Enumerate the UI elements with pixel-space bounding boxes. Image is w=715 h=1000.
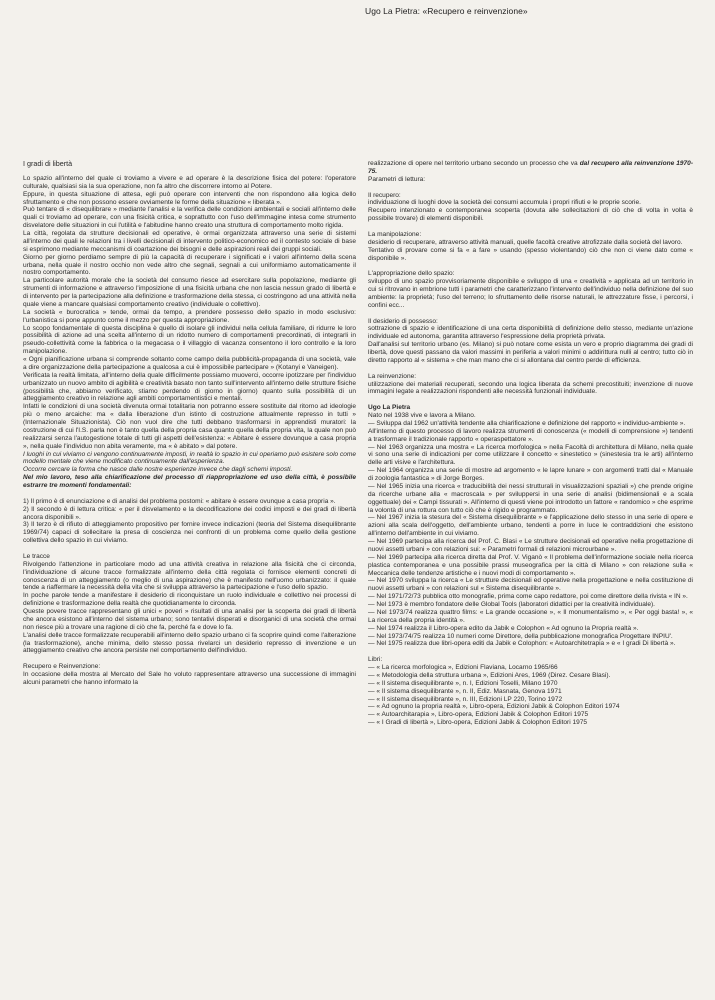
- paragraph: [368, 160, 693, 176]
- book-item: — « Il sistema disequilibrante », n. III, Edizioni LP 220, Torino 1972: [368, 695, 563, 703]
- bio-item: — Nel 1973/74/75 realizza 10 numeri come Direttore, della pubblicazione monografica Progettare INPIU'.: [368, 632, 673, 640]
- book-item: — « La ricerca morfologica », Edizioni Flaviana, Locarno 1965/66: [368, 664, 558, 672]
- paragraph: utilizzazione dei materiali recuperati, secondo una logica liberata da schemi precostituiti; invenzione di nuove immagini legate a realizzazioni rispondenti alle necessità funzionali individuate.: [368, 380, 693, 396]
- bio-item: — Nel 1969 partecipa alla ricerca del Prof. C. Blasi « Le strutture decisionali ed operative nella progettazione di nuovi assetti urbani » con relazioni sui: « Parametri formali di relazioni microurbane ».: [368, 538, 693, 553]
- left-column: [23, 160, 356, 687]
- book-item: — « Autoarchitarapia », Libro-opera, Edizioni Jabik & Colophon Editori 1975: [368, 711, 589, 719]
- bio-item: — Nel 1970 sviluppa la ricerca « Le strutture decisionali ed operative nella progettazione e nella costituzione di nuovi assetti urbani » con relazioni sul « Sistema disequilibrante ».: [368, 577, 693, 593]
- paragraph: Verificata la realtà limitata, all'interno della quale difficilmente possiamo muoverci, occorre ipotizzare per l'individuo urbanizzato un nuovo ambito di agibilità e creatività basato non tanto sull'intervento all'interno delle strutture fisiche (possibilità che, abbiamo verificato, stiamo perdendo di giorno in giorno) quanto sulla possibilità di un atteggiamento creativo in relazione agli ambiti comportamentistici e mentali.: [23, 371, 356, 403]
- paragraph: La città, regolata da strutture decisionali ed operative, è ormai organizzata attraverso una serie di sistemi all'interno dei quali le relazioni tra i livelli decisionali di intervento politico-economico ed il contesto sociale di base si esprimono mediante meccanismi di coartazione dei bisogni e delle aspirazioni reali dei gruppi sociali.: [23, 230, 356, 253]
- paragraph: individuazione di luoghi dove la società dei consumi accumula i propri rifiuti e le proprie scorie.: [368, 199, 641, 207]
- bio-item: All'interno di questo processo di lavoro realizza strumenti di conoscenza (« modelli di comprensione ») tendenti a trasformare il tradizionale rapporto « operaspettatore ».: [368, 427, 693, 443]
- section-heading: Le tracce: [23, 552, 50, 560]
- paragraph: Occorre cercare la forma che nasce dalle nostre esperienze invece che dagli schemi imposti.: [23, 466, 293, 474]
- bio-item: — Nel 1965 inizia una ricerca « traducibilità dei nessi strutturali in visualizzazioni spaziali ») che prende origine da ricerche urbane alla « macroscala » per sviluppersi in una serie di analisi (bidimensionali e a scala oggettuale) dei « Campi tissurati ». All'interno di questi viene poi introdotto un fattore « randomico » che esprime la volontà di una rottura con tutto ciò che è rigido e programmato.: [368, 482, 693, 514]
- paragraph: Lo scopo fondamentale di questa disciplina è quello di isolare gli individui nella cellula familiare, di ridurre le loro possibilità di azione ad una scelta all'interno di un ridotto numero di comportamenti precordinati, di integrarli in pseudo-collettività come la fabbrica o la megacasa o il villaggio di vacanza consentono il loro controllo e la loro manipolazione.: [23, 324, 356, 356]
- bio-item: — Nel 1971/72/73 pubblica otto monografie, prima come capo redattore, poi come direttore della rivista « IN ».: [368, 593, 688, 601]
- article-title: I gradi di libertà: [23, 159, 73, 168]
- book-item: — « Ad ognuno la propria realtà », Libro-opera, Edizioni Jabik & Colophon Editori 1974: [368, 703, 620, 711]
- bio-item: — Nel 1973 è membro fondatore delle Global Tools (laboratori didattici per la creatività individuale).: [368, 601, 656, 609]
- point-item: 3) Il terzo è di rifiuto di atteggiamento propositivo per fornire invece indicazioni (teoria del Sistema disequilibrante 1969/74) capaci di sollecitare la presa di coscienza nei confronti di un problema come quello della gestione collettiva dello spazio in cui viviamo.: [23, 521, 356, 545]
- bio-item: — Nel 1967 inizia la stesura del « Sistema disequilibrante » e l'applicazione dello stesso in una serie di opere e azioni alla scala dell'oggetto, dell'ambiente urbano, tendenti a porre in luce le contraddizioni che esistono all'interno dell'ambiente in cui viviamo.: [368, 514, 693, 538]
- section-heading: La manipolazione:: [368, 230, 422, 238]
- section-heading: L'appropriazione dello spazio:: [368, 270, 455, 278]
- books-heading: Libri:: [368, 656, 383, 664]
- paragraph: Infatti le condizioni di una società divenuta ormai totalitaria non potranno essere sostituite dal ritorno ad ideologie più o meno arcaiche: ma « dalla liberazione d'un istinto di costruzione attualmente represso in tutti » (Internazionale Situazionista). Ciò non vuol dire che tutti debbano trasformarsi in apprendisti muratori: la costruzione di cui l'I.S. parla non è tanto quella della propria casa quanto quella della propria vita, la quale non può realizzarsi senza l'autogestione totale di tutti gli aspetti dell'esistenza: « Abitare è essere dovunque a casa propria », nella quale l'individuo non abita veramente, ma « è abitato » dal potere.: [23, 403, 356, 450]
- section-heading: Recupero e Reinvenzione:: [23, 663, 101, 671]
- paragraph: La società « burocratica » tende, ormai da tempo, a prendere possesso dello spazio in modo esclusivo: l'urbanistica si pone appunto come il mezzo per questa appropriazione.: [23, 308, 356, 324]
- book-item: — « I Gradi di libertà », Libro-opera, Edizioni Jabik & Colophon Editori 1975: [368, 719, 588, 727]
- paragraph: sottrazione di spazio e identificazione di una certa disponibilità di definizione dello stesso, mediante un'azione individuale ed autonoma, garantita attraverso l'espressione della proprietà privata.: [368, 325, 693, 341]
- paragraph: Eppure, in questa situazione di attesa, egli può operare con interventi che non rispondono alla logica dello sfruttamento e che non possono essere ovviamente le forme della situazione « liberata ».: [23, 190, 356, 206]
- intro-text: realizzazione di opere nel territorio urbano secondo un processo che va: [368, 160, 580, 167]
- paragraph: L'analisi delle tracce formalizzate recuperabili all'interno dello spazio urbano ci fa scoprire quindi come l'alterazione (la trasformazione), anche minima, dello stesso possa rivelarci un desiderio represso di invenzione e un atteggiamento creativo che ancora persiste nel comportamento dell'individuo.: [23, 631, 356, 655]
- paragraph: Recupero intenzionato e contemporanea scoperta (dovuta alle sollecitazioni di ciò che di volta in volta è possibile trovare) di elementi disponibili.: [368, 207, 693, 223]
- bio-item: — Nel 1963 organizza una mostra « La ricerca morfologica » nella Facoltà di architettura di Milano, nella quale vi sono una serie di indicazioni per come utilizzare il concetto « sinestetico » (sinestesia tra le arti) all'interno delle arti visive e l'architettura.: [368, 443, 693, 467]
- paragraph: Può tentare di « disequilibrare » mediante l'analisi e la verifica delle condizioni ambientali e sociali all'interno delle quali ci troviamo ad operare, con una fisicità critica, e soprattutto con l'uso dell'immagine intesa come strumento disvelatore delle situazioni in cui l'utilità e l'abitudine hanno creato una struttura di comportamento molto rigida.: [23, 206, 356, 230]
- section-heading: Il desiderio di possesso:: [368, 317, 438, 325]
- bio-item: — Nel 1975 realizza due libri-opera editi da Jabik e Colophon: « Autoarchitetrapia » e « I gradi Di libertà ».: [368, 640, 676, 648]
- bio-item: — Nel 1969 partecipa alla ricerca diretta dal Prof. V. Viganò « Il problema dell'informazione sociale nella ricerca plastica contemporanea e una possibile prassi museografica per la città di Milano » con relazione sulla « Meccanica delle tendenze artistiche e i nuovi modi di comportamento ».: [368, 553, 693, 577]
- paragraph: Giorno per giorno perdiamo sempre di più la capacità di recuperare i significati e i valori all'interno della scena urbana, nella quale il nostro occhio non vede altro che segnali, segnali a cui uniformiamo automaticamente il nostro comportamento.: [23, 253, 356, 277]
- paragraph: « Ogni pianificazione urbana si comprende soltanto come campo della pubblicità-propaganda di una società, vale a dire organizzazione della partecipazione a qualcosa a cui è impossibile partecipare » (Kotanyi e Vaneigen).: [23, 356, 356, 371]
- paragraph: Dall'analisi sul territorio urbano (es. Milano) si può notare come esista un vero e proprio diagramma dei gradi di libertà, dove questi passano da valori massimi in periferia a valori minimi o addirittura nulli al centro; tutto ciò in diretto rapporto al « sistema » che man mano che ci si allontana dal centro perde di efficienza.: [368, 341, 693, 364]
- paragraph: La particolare autorità morale che la società del consumo riesce ad esercitare sulla popolazione, mediante gli strumenti di informazione e attraverso l'imposizione di una fisicità urbana che non lascia nessun grado di libertà e di intervento per la partecipazione alla definizione e trasformazione della stessa, ci costringono ad una attività nella quale viene a mancare qualsiasi comportamento creativo (individuale o collettivo).: [23, 277, 356, 308]
- bio-item: — Nel 1964 organizza una serie di mostre ad argomento « le lapre lunare » con argomenti tratti dal « Manuale di zoologia fantastica » di Jorge Borges.: [368, 467, 693, 483]
- book-item: — « Il sistema disequilibrante », n. II, Ediz. Masnata, Genova 1971: [368, 687, 562, 695]
- bio-item: — Nel 1973/74 realizza quattro films: « La grande occasione », « Il monumentalismo », « Per oggi basta! », « La ricerca della propria identità ».: [368, 608, 693, 624]
- paragraph: Tentativo di provare come si fa « a fare » usando (spesso violentando) ciò che non ci viene dato come « disponibile ».: [368, 246, 693, 262]
- paragraph: sviluppo di uno spazio provvisoriamente disponibile e sviluppo di una « creatività » applicata ad un territorio in cui si ritrovano in embrione tutti i parametri che caratterizzano l'intervento dell'individuo nella definizione del suo ambiente: la proprietà; l'uso del terreno; lo sfruttamento delle risorse naturali, le attrezzature fisse, i percorsi, i confini ecc...: [368, 278, 693, 309]
- bio-name: Ugo La Pietra: [368, 404, 411, 412]
- book-item: — « Metodologia della struttura urbana », Edizioni Ares, 1969 (Direz. Cesare Blasi).: [368, 671, 611, 679]
- running-head: Ugo La Pietra: «Recupero e reinvenzione»: [365, 6, 528, 16]
- paragraph: desiderio di recuperare, attraverso attività manuali, quelle facoltà creative atrofizzate dalla società del lavoro.: [368, 238, 683, 246]
- book-item: — « Il sistema disequilibrante », n. I, Edizioni Toselli, Milano 1970: [368, 679, 558, 687]
- paragraph: In poche parole tende a manifestare il desiderio di riconquistare un ruolo individuale e collettivo nei processi di definizione e trasformazione della realtà che quotidianamente lo circonda.: [23, 592, 356, 608]
- intro-italic: dal recupero alla reinvenzione 1970-75.: [368, 160, 694, 175]
- section-heading: Il recupero:: [368, 191, 401, 199]
- bio-item: — Sviluppa dal 1962 un'attività tendente alla chiarificazione e definizione del rapporto « individuo-ambiente ».: [368, 419, 686, 427]
- paragraph: Rivolgendo l'attenzione in particolare modo ad una attività creativa in relazione alla fisicità che ci circonda, l'individuazione di alcune tracce formalizzate all'interno della città regolata ci fornisce elementi concreti di conoscenza di un atteggiamento (o meglio di una aspirazione) che è manifesto nell'uomo urbanizzato: il quale tende a riaffermare la necessità della vita che si sviluppa attraverso la partecipazione e l'uso dello spazio.: [23, 560, 356, 592]
- paragraph: Lo spazio all'interno del quale ci troviamo a vivere e ad operare è la descrizione fisica del potere: l'operatore culturale, qualsiasi sia la sua operazione, non fa altro che discorrere intorno al Potere.: [23, 174, 356, 190]
- point-item: 1) Il primo è di enunciazione e di analisi del problema postomi: « abitare è essere ovunque a casa propria ».: [23, 497, 336, 505]
- section-heading: La reinvenzione:: [368, 372, 417, 380]
- paragraph: Parametri di lettura:: [368, 175, 426, 183]
- bio-item: — Nel 1974 realizza il Libro-opera edito da Jabik e Colophon « Ad ognuno la Propria realtà ».: [368, 624, 639, 632]
- paragraph: I luoghi in cui viviamo ci vengono continuamente imposti, in realtà lo spazio in cui operiamo può esistere solo come modello mentale che viene modificato continuamente dall'esperienza.: [23, 450, 356, 466]
- right-column: [368, 160, 693, 727]
- paragraph: Nel mio lavoro, teso alla chiarificazione del processo di riappropriazione ed uso della città, è possibile estrarre tre momenti fondamentali:: [23, 474, 356, 489]
- point-item: 2) Il secondo è di lettura critica: « per il disvelamento e la decodificazione dei codici imposti e dei gradi di libertà ancora disponibili ».: [23, 505, 356, 521]
- paragraph: Queste povere tracce rappresentano gli unici « poveri » risultati di una analisi per la scoperta dei gradi di libertà che ancora esistono all'interno del sistema urbano; sono tentativi disperati e disorganici di una società che ormai non riesce più a trovare una ragione di ciò che fa, perché fa e dove lo fa.: [23, 608, 356, 631]
- paragraph: In occasione della mostra al Mercato del Sale ho voluto rappresentare attraverso una successione di immagini alcuni parametri che hanno informato la: [23, 671, 356, 686]
- bio-born: Nato nel 1938 vive e lavora a Milano.: [368, 412, 476, 420]
